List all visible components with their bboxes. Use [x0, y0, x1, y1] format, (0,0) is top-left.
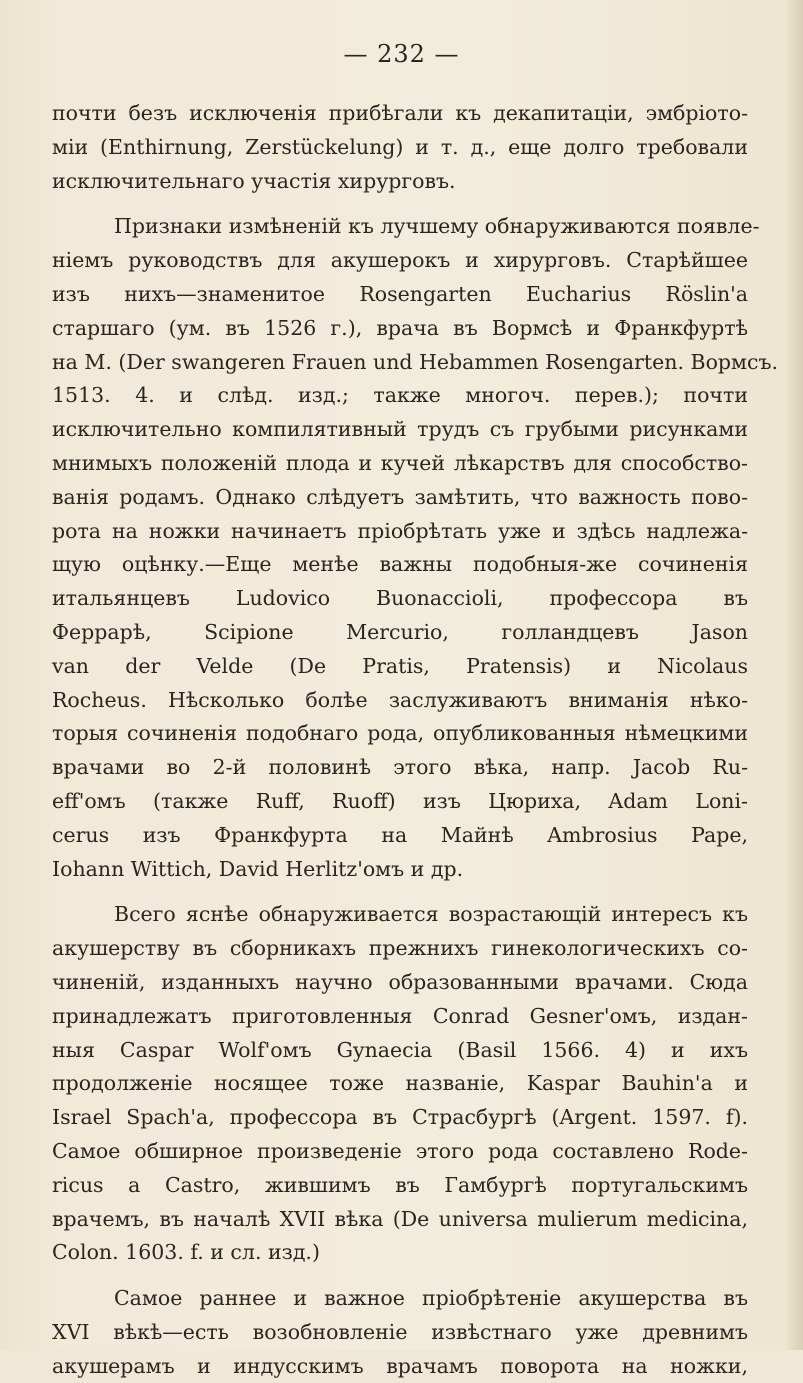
- text-line: итальянцевъ Ludovico Buonaccioli, профессора въ: [52, 586, 748, 611]
- text-line: чиненій, изданныхъ научно образованными врачами. Сюда: [52, 969, 748, 994]
- text-line: Iohann Wittich, David Herlitz'омъ и др.: [52, 856, 464, 881]
- text-line: Colon. 1603. f. и сл. изд.): [52, 1240, 320, 1265]
- paragraph: [52, 898, 748, 1270]
- text-line: Феррарѣ, Scipione Mercurio, голландцевъ Jason: [52, 619, 748, 644]
- text-line: XVI вѣкѣ—есть возобновленіе извѣстнаго уже древнимъ: [52, 1319, 748, 1344]
- body-text: [52, 97, 779, 1383]
- text-line: на М. (Der swangeren Frauen und Hebammen Rosengarten. Вормсъ.: [52, 349, 779, 374]
- text-line: Rocheus. Нѣсколько болѣе заслуживаютъ вниманія нѣко-: [52, 687, 748, 712]
- text-line: исключительнаго участія хирурговъ.: [52, 168, 456, 193]
- text-line: cerus изъ Франкфурта на Майнѣ Ambrosius Pape,: [52, 822, 748, 847]
- text-line: акушерству въ сборникахъ прежнихъ гинекологическихъ со-: [52, 936, 748, 961]
- text-line: мнимыхъ положеній плода и кучей лѣкарствъ для способство-: [52, 450, 748, 475]
- text-line: ricus a Castro, жившимъ въ Гамбургѣ португальскимъ: [52, 1172, 748, 1197]
- paragraph: [52, 97, 748, 198]
- page-number: — 232 —: [343, 40, 460, 68]
- text-line: Israel Spach'a, профессора въ Страсбургѣ (Argent. 1597. f).: [52, 1105, 748, 1130]
- text-line: акушерамъ и индусскимъ врачамъ поворота на ножки,: [52, 1353, 748, 1378]
- text-line: 1513. 4. и слѣд. изд.; также многоч. перев.); почти: [52, 383, 748, 408]
- text-line: Признаки измѣненій къ лучшему обнаруживаются появле-: [114, 214, 760, 239]
- text-line: Самое обширное произведеніе этого рода составлено Rode-: [52, 1138, 748, 1163]
- text-line: рота на ножки начинаетъ пріобрѣтать уже и здѣсь надлежа-: [52, 518, 748, 543]
- text-line: ванія родамъ. Однако слѣдуетъ замѣтить, что важность пово-: [52, 484, 748, 509]
- text-line: врачемъ, въ началѣ XVII вѣка (De universa mulierum medicina,: [52, 1206, 748, 1231]
- text-line: исключительно компилятивный трудъ съ грубыми рисунками: [52, 417, 748, 442]
- text-line: Самое раннее и важное пріобрѣтеніе акушерства въ: [114, 1286, 748, 1311]
- text-line: продолженіе носящее тоже названіе, Kaspar Bauhin'a и: [52, 1071, 748, 1096]
- text-line: изъ нихъ—знаменитое Rosengarten Eucharius Röslin'a: [52, 281, 748, 306]
- text-line: eff'омъ (также Ruff, Ruoff) изъ Цюриха, Adam Loni-: [52, 788, 748, 813]
- text-line: Всего яснѣе обнаруживается возрастающій интересъ къ: [114, 902, 748, 927]
- text-line: принадлежатъ приготовленныя Conrad Gesner'омъ, издан-: [52, 1003, 748, 1028]
- text-line: торыя сочиненія подобнаго рода, опубликованныя нѣмецкими: [52, 721, 748, 746]
- text-line: старшаго (ум. въ 1526 г.), врача въ Вормсѣ и Франкфуртѣ: [52, 315, 748, 340]
- text-line: ныя Caspar Wolf'омъ Gynaecia (Basil 1566. 4) и ихъ: [52, 1037, 748, 1062]
- text-line: міи (Enthirnung, Zerstückelung) и т. д., еще долго требовали: [52, 134, 748, 159]
- text-line: van der Velde (De Pratis, Pratensis) и Nicolaus: [52, 653, 748, 678]
- text-line: врачами во 2-й половинѣ этого вѣка, напр. Jacob Ru-: [52, 755, 748, 780]
- text-line: ніемъ руководствъ для акушерокъ и хирурговъ. Старѣйшее: [52, 248, 748, 273]
- text-line: почти безъ исключенія прибѣгали къ декапитаціи, эмбріото-: [52, 101, 748, 125]
- text-line: щую оцѣнку.—Еще менѣе важны подобныя-же сочиненія: [52, 552, 748, 577]
- paragraph: [52, 210, 779, 886]
- page-gutter-shadow: [785, 0, 803, 1350]
- paragraph: [52, 1282, 748, 1383]
